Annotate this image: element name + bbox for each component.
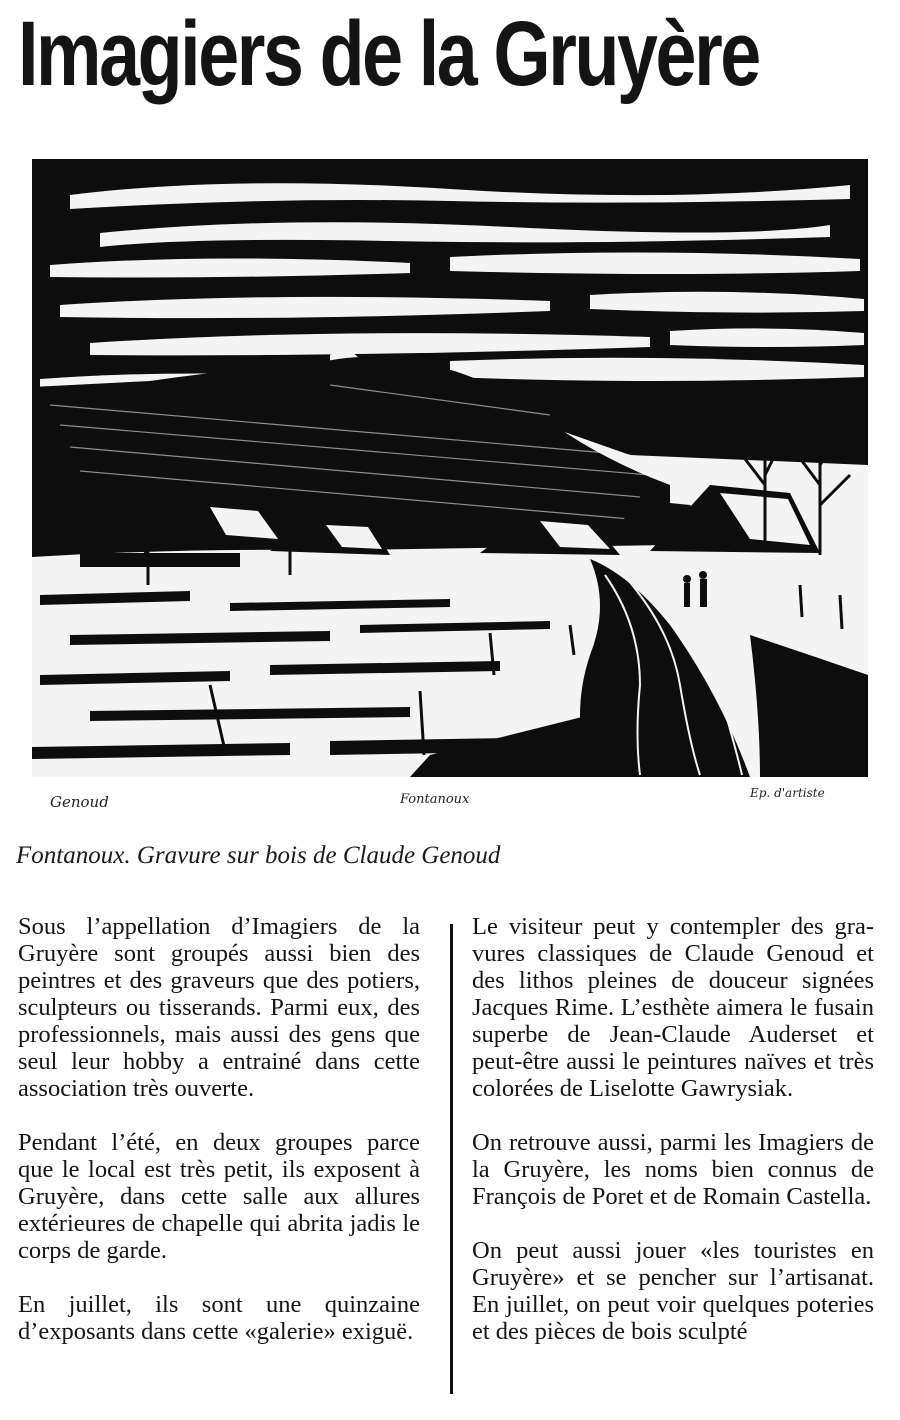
woodcut-print — [30, 155, 872, 830]
signature-left: Genoud — [50, 793, 109, 811]
paragraph: Pendant l’été, en deux groupes parce que le local est très petit, ils exposent à Gruyère, dans cette salle aux allures extérieures de chapelle qui abrita jadis le corps de garde. — [18, 1129, 420, 1264]
image-caption: Fontanoux. Gravure sur bois de Claude Genoud — [16, 842, 501, 869]
column-right — [472, 913, 874, 1372]
paragraph: On retrouve aussi, parmi les Imagiers de la Gruyère, les noms bien connus de François de Poret et de Romain Castella. — [472, 1129, 874, 1210]
column-divider — [450, 924, 453, 1394]
paragraph: En juillet, ils sont une quinzaine d’exposants dans cette «galerie» exiguë. — [18, 1291, 420, 1345]
paragraph: Sous l’appellation d’Imagiers de la Gruyère sont groupés aussi bien des peintres et des graveurs que des potiers, sculpteurs ou tisserands. Parmi eux, des professionnels, mais aussi des gens que seul leur hobby a entrainé dans cette association très ouverte. — [18, 913, 420, 1102]
column-left — [18, 913, 420, 1372]
signature-right: Ep. d'artiste — [750, 786, 825, 800]
headline: Imagiers de la Gruyère — [18, 3, 759, 105]
paragraph: On peut aussi jouer «les touristes en Gruyère» et se pencher sur l’artisanat. En juillet, on peut voir quelques poteries et des pièces de bois sculpté — [472, 1237, 874, 1345]
paragraph: Le visiteur peut y contempler des gravures classiques de Claude Genoud et des lithos pleines de douceur signées Jacques Rime. L’esthète aimera le fusain superbe de Jean-Claude Auderset et peut-être aussi le peintures naïves et très colorées de Liselotte Gawrysiak. — [472, 913, 874, 1102]
pencil-title: Fontanoux — [400, 792, 470, 807]
